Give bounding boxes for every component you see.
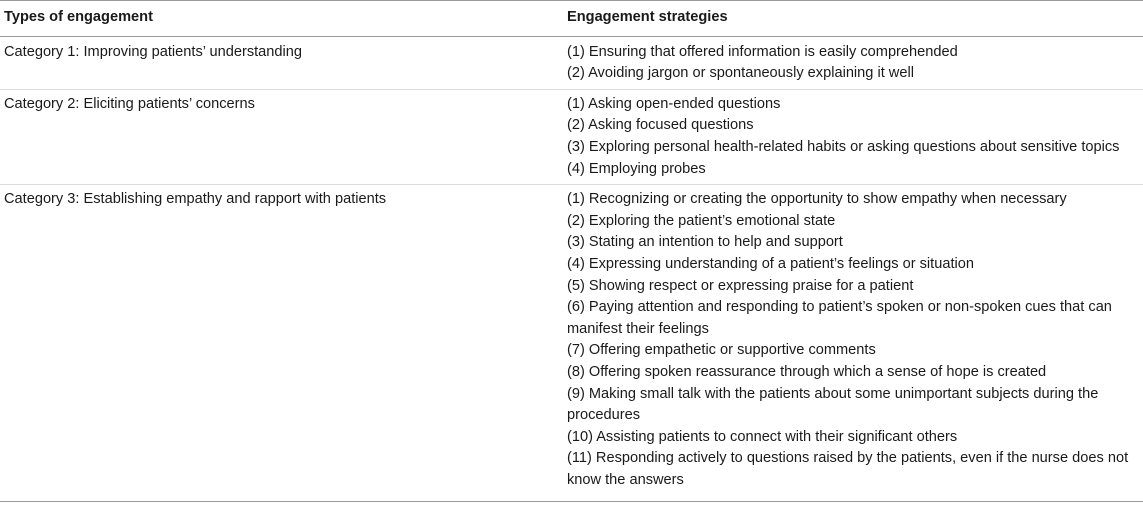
strategy-item: (2) Exploring the patient’s emotional state (567, 212, 836, 229)
strategy-item: (1) Asking open-ended questions (567, 95, 781, 112)
strategy-item: (7) Offering empathetic or supportive comments (567, 342, 876, 359)
category-2-strategies (565, 89, 1143, 184)
strategy-item: (2) Avoiding jargon or spontaneously explaining it well (567, 65, 914, 82)
table-row-category-2 (0, 89, 1143, 184)
strategy-item: (3) Exploring personal health-related habits or asking questions about sensitive topics (567, 138, 1120, 155)
strategy-item: (8) Offering spoken reassurance through which a sense of hope is created (567, 363, 1047, 380)
table-row-category-1 (0, 36, 1143, 89)
strategy-item: (11) Responding actively to questions raised by the patients, even if the nurse does not know the answers (567, 450, 1129, 488)
strategy-item: (4) Employing probes (567, 160, 706, 177)
strategy-item: (1) Ensuring that offered information is easily comprehended (567, 43, 958, 60)
table-row-category-3 (0, 185, 1143, 502)
header-row (0, 1, 1143, 37)
category-3-strategies (565, 185, 1143, 502)
category-1-strategies (565, 36, 1143, 89)
strategy-item: (5) Showing respect or expressing praise for a patient (567, 277, 914, 294)
category-3-type: Category 3: Establishing empathy and rapport with patients (0, 185, 565, 502)
category-1-type: Category 1: Improving patients’ understanding (4, 43, 302, 60)
strategy-item: (1) Recognizing or creating the opportunity to show empathy when necessary (567, 191, 1067, 208)
strategy-item: (10) Assisting patients to connect with their significant others (567, 428, 958, 445)
strategy-item: (3) Stating an intention to help and support (567, 234, 843, 251)
strategy-item: (6) Paying attention and responding to patient’s spoken or non-spoken cues that can manifest their feelings (567, 299, 1112, 337)
header-strategies: Engagement strategies (565, 1, 1143, 37)
header-types: Types of engagement (0, 1, 565, 37)
strategy-item: (2) Asking focused questions (567, 117, 754, 134)
strategy-item: (4) Expressing understanding of a patient’s feelings or situation (567, 255, 974, 272)
strategy-item: (9) Making small talk with the patients about some unimportant subjects during the procedures (567, 385, 1099, 424)
category-2-type: Category 2: Eliciting patients’ concerns (0, 89, 565, 184)
